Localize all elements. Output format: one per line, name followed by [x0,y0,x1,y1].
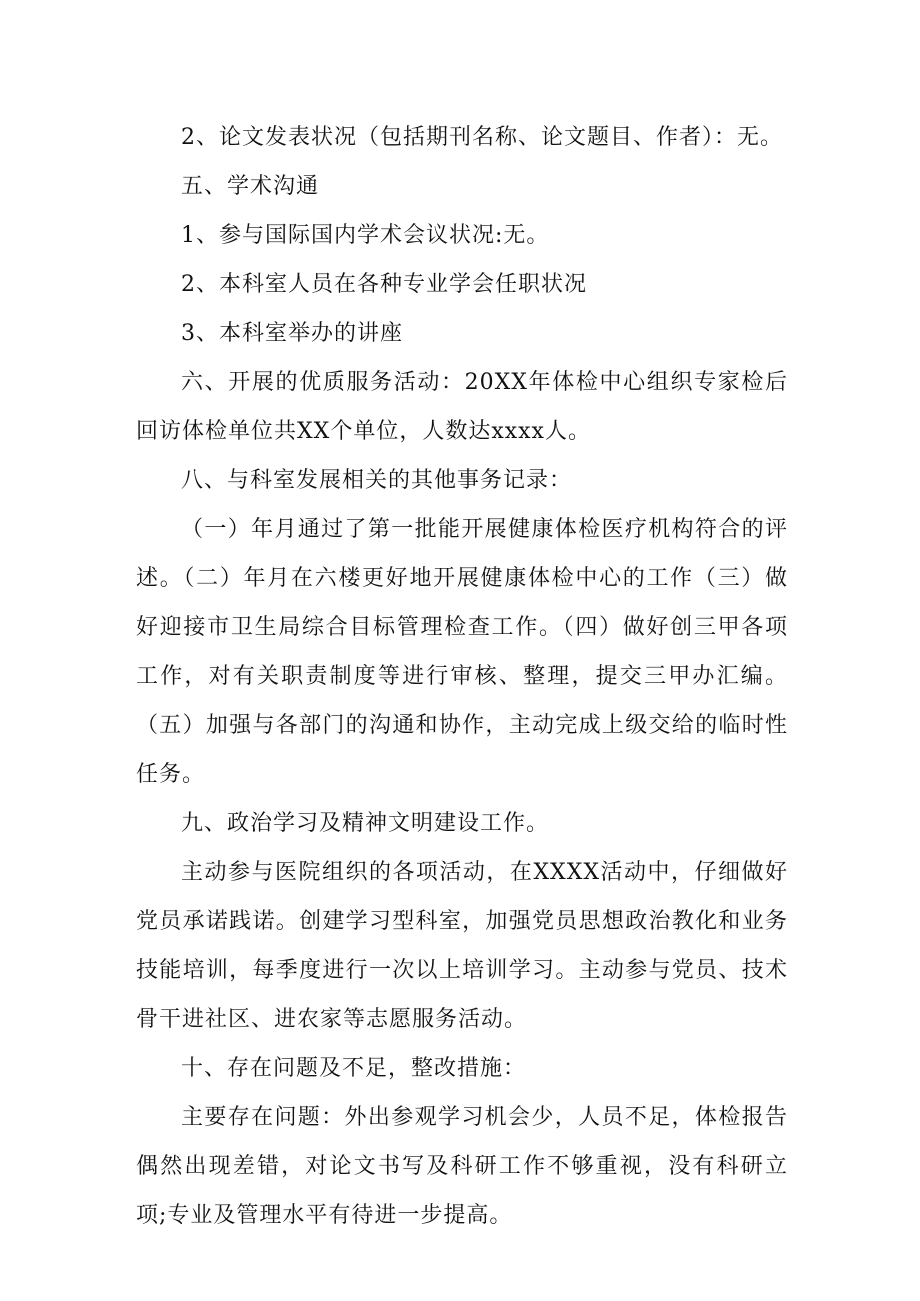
paragraph-political-activities: 主动参与医院组织的各项活动，在XXXX活动中，仔细做好党员承诺践诺。创建学习型科室，加强党员思想政治教化和业务技能培训，每季度进行一次以上培训学习。主动参与党员、技术骨干进社区、进农家等志愿服务活动。 [136,860,788,1032]
paragraph-main-problems: 主要存在问题：外出参观学习机会少，人员不足，体检报告偶然出现差错，对论文书写及科研工作不够重视，没有科研立项;专业及管理水平有待进一步提高。 [136,1105,788,1228]
paragraph-quality-service: 六、开展的优质服务活动：20XX年体检中心组织专家检后回访体检单位共XX个单位，人数达xxxx人。 [136,370,788,444]
heading-other-affairs: 八、与科室发展相关的其他事务记录： [181,468,573,493]
heading-political-study: 九、政治学习及精神文明建设工作。 [181,811,550,836]
paragraph-lectures: 3、本科室举办的讲座 [181,321,403,346]
paragraph-society-positions: 2、本科室人员在各种专业学会任职状况 [181,272,587,297]
paragraph-conference-participation: 1、参与国际国内学术会议状况:无。 [181,223,550,248]
paragraph-paper-publication: 2、论文发表状况（包括期刊名称、论文题目、作者）：无。 [181,125,783,150]
paragraph-affairs-list: （一）年月通过了第一批能开展健康体检医疗机构符合的评述。（二）年月在六楼更好地开展健康体检中心的工作（三）做好迎接市卫生局综合目标管理检查工作。（四）做好创三甲各项工作，对有关职责制度等进行审核、整理，提交三甲办汇编。（五）加强与各部门的沟通和协作，主动完成上级交给的临时性任务。 [136,517,788,787]
document-body [136,113,788,1240]
heading-problems-measures: 十、存在问题及不足，整改措施： [181,1056,527,1081]
heading-academic-exchange: 五、学术沟通 [181,174,320,199]
